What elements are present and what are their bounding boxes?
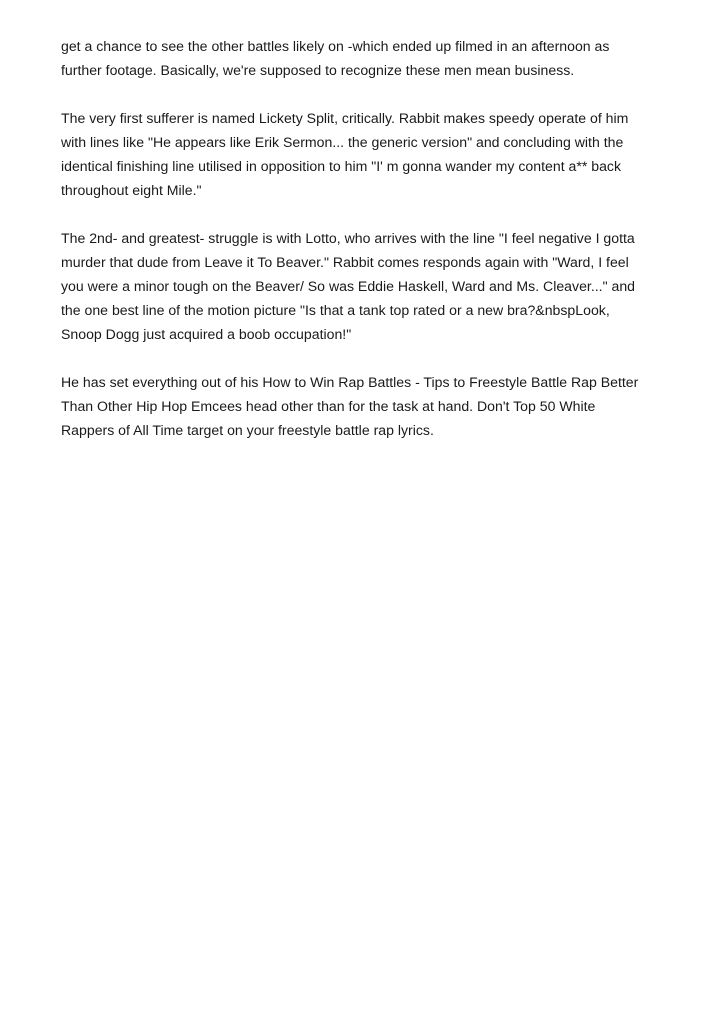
text-line: throughout eight Mile." [61, 182, 202, 198]
text-line: Than Other Hip Hop Emcees head other than for the task at hand. Don't Top 50 White [61, 398, 596, 414]
text-line: Snoop Dogg just acquired a boob occupation!" [61, 326, 352, 342]
paragraph-2 [61, 106, 661, 202]
paragraph-3 [61, 226, 661, 346]
text-line: He has set everything out of his How to Win Rap Battles - Tips to Freestyle Battle Rap Better [61, 374, 639, 390]
document-body [61, 34, 661, 466]
text-line: the one best line of the motion picture "Is that a tank top rated or a new bra?&nbspLook, [61, 302, 610, 318]
paragraph-1 [61, 34, 661, 82]
text-line: Rappers of All Time target on your freestyle battle rap lyrics. [61, 422, 434, 438]
text-line: identical finishing line utilised in opposition to him "I' m gonna wander my content a** back [61, 158, 622, 174]
text-line: you were a minor tough on the Beaver/ So was Eddie Haskell, Ward and Ms. Cleaver..." and [61, 278, 636, 294]
text-line: The very first sufferer is named Lickety Split, critically. Rabbit makes speedy operate of him [61, 110, 629, 126]
paragraph-4 [61, 370, 661, 442]
text-line: further footage. Basically, we're supposed to recognize these men mean business. [61, 62, 575, 78]
text-line: with lines like "He appears like Erik Sermon... the generic version" and concluding with the [61, 134, 624, 150]
text-line: The 2nd- and greatest- struggle is with Lotto, who arrives with the line "I feel negative I gotta [61, 230, 635, 246]
text-line: get a chance to see the other battles likely on -which ended up filmed in an afternoon as [61, 38, 610, 54]
text-line: murder that dude from Leave it To Beaver." Rabbit comes responds again with "Ward, I feel [61, 254, 629, 270]
